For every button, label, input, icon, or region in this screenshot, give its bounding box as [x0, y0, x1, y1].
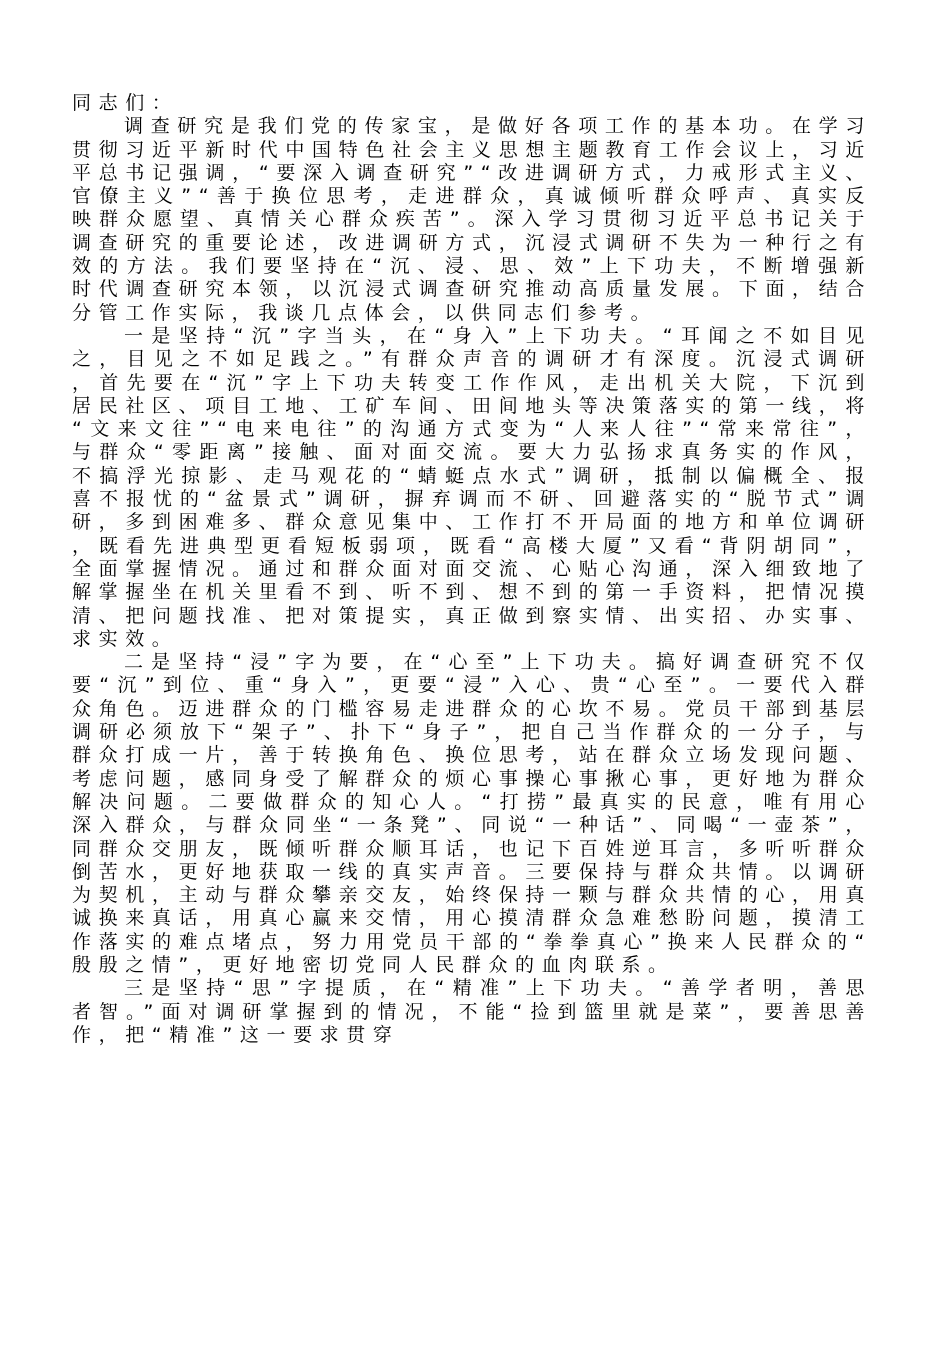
document-page [72, 92, 872, 1047]
point-two-paragraph: 二是坚持“浸”字为要，在“心至”上下功夫。搞好调查研究不仅要“沉”到位、重“身入”，更要“浸”入心、贵“心至”。一要代入群众角色。迈进群众的门槛容易走进群众的心坎不易。党员干部到基层调研必须放下“架子”、扑下“身子”，把自己当作群众的一分子，与群众打成一片，善于转换角色、换位思考，站在群众立场发现问题、考虑问题，感同身受了解群众的烦心事操心事揪心事，更好地为群众解决问题。二要做群众的知心人。“打捞”最真实的民意，唯有用心深入群众，与群众同坐“一条凳”、同说“一种话”、同喝“一壶茶”，同群众交朋友，既倾听群众顺耳话，也记下百姓逆耳言，多听听群众倒苦水，更好地获取一线的真实声音。三要保持与群众共情。以调研为契机，主动与群众攀亲交友，始终保持一颗与群众共情的心，用真诚换来真话，用真心赢来交情，用心摸清群众急难愁盼问题，摸清工作落实的难点堵点，努力用党员干部的“拳拳真心”换来人民群众的“殷殷之情”，更好地密切党同人民群众的血肉联系。 [72, 651, 872, 976]
salutation: 同志们： [72, 92, 179, 114]
intro-paragraph: 调查研究是我们党的传家宝，是做好各项工作的基本功。在学习贯彻习近平新时代中国特色社会主义思想主题教育工作会议上，习近平总书记强调，“要深入调查研究”“改进调研方式，力戒形式主义、官僚主义”“善于换位思考，走进群众，真诚倾听群众呼声、真实反映群众愿望、真情关心群众疾苦”。深入学习贯彻习近平总书记关于调查研究的重要论述，改进调研方式，沉浸式调研不失为一种行之有效的方法。我们要坚持在“沉、浸、思、效”上下功夫，不断增强新时代调查研究本领，以沉浸式调查研究推动高质量发展。下面，结合分管工作实际，我谈几点体会，以供同志们参考。 [72, 115, 872, 324]
point-one-paragraph: 一是坚持“沉”字当头，在“身入”上下功夫。“耳闻之不如目见之，目见之不如足践之。”有群众声音的调研才有深度。沉浸式调研，首先要在“沉”字上下功夫转变工作作风，走出机关大院，下沉到居民社区、项目工地、工矿车间、田间地头等决策落实的第一线，将“文来文往”“电来电往”的沟通方式变为“人来人往”“常来常往”，与群众“零距离”接触、面对面交流。要大力弘扬求真务实的作风，不搞浮光掠影、走马观花的“蜻蜓点水式”调研，抵制以偏概全、报喜不报忧的“盆景式”调研，摒弃调而不研、回避落实的“脱节式”调研，多到困难多、群众意见集中、工作打不开局面的地方和单位调研，既看先进典型更看短板弱项，既看“高楼大厦”又看“背阴胡同”，全面掌握情况。通过和群众面对面交流、心贴心沟通，深入细致地了解掌握坐在机关里看不到、听不到、想不到的第一手资料，把情况摸清、把问题找准、把对策提实，真正做到察实情、出实招、办实事、求实效。 [72, 324, 872, 650]
point-three-paragraph: 三是坚持“思”字提质，在“精准”上下功夫。“善学者明，善思者智。”面对调研掌握到的情况，不能“捡到篮里就是菜”，要善思善作，把“精准”这一要求贯穿 [72, 977, 872, 1046]
